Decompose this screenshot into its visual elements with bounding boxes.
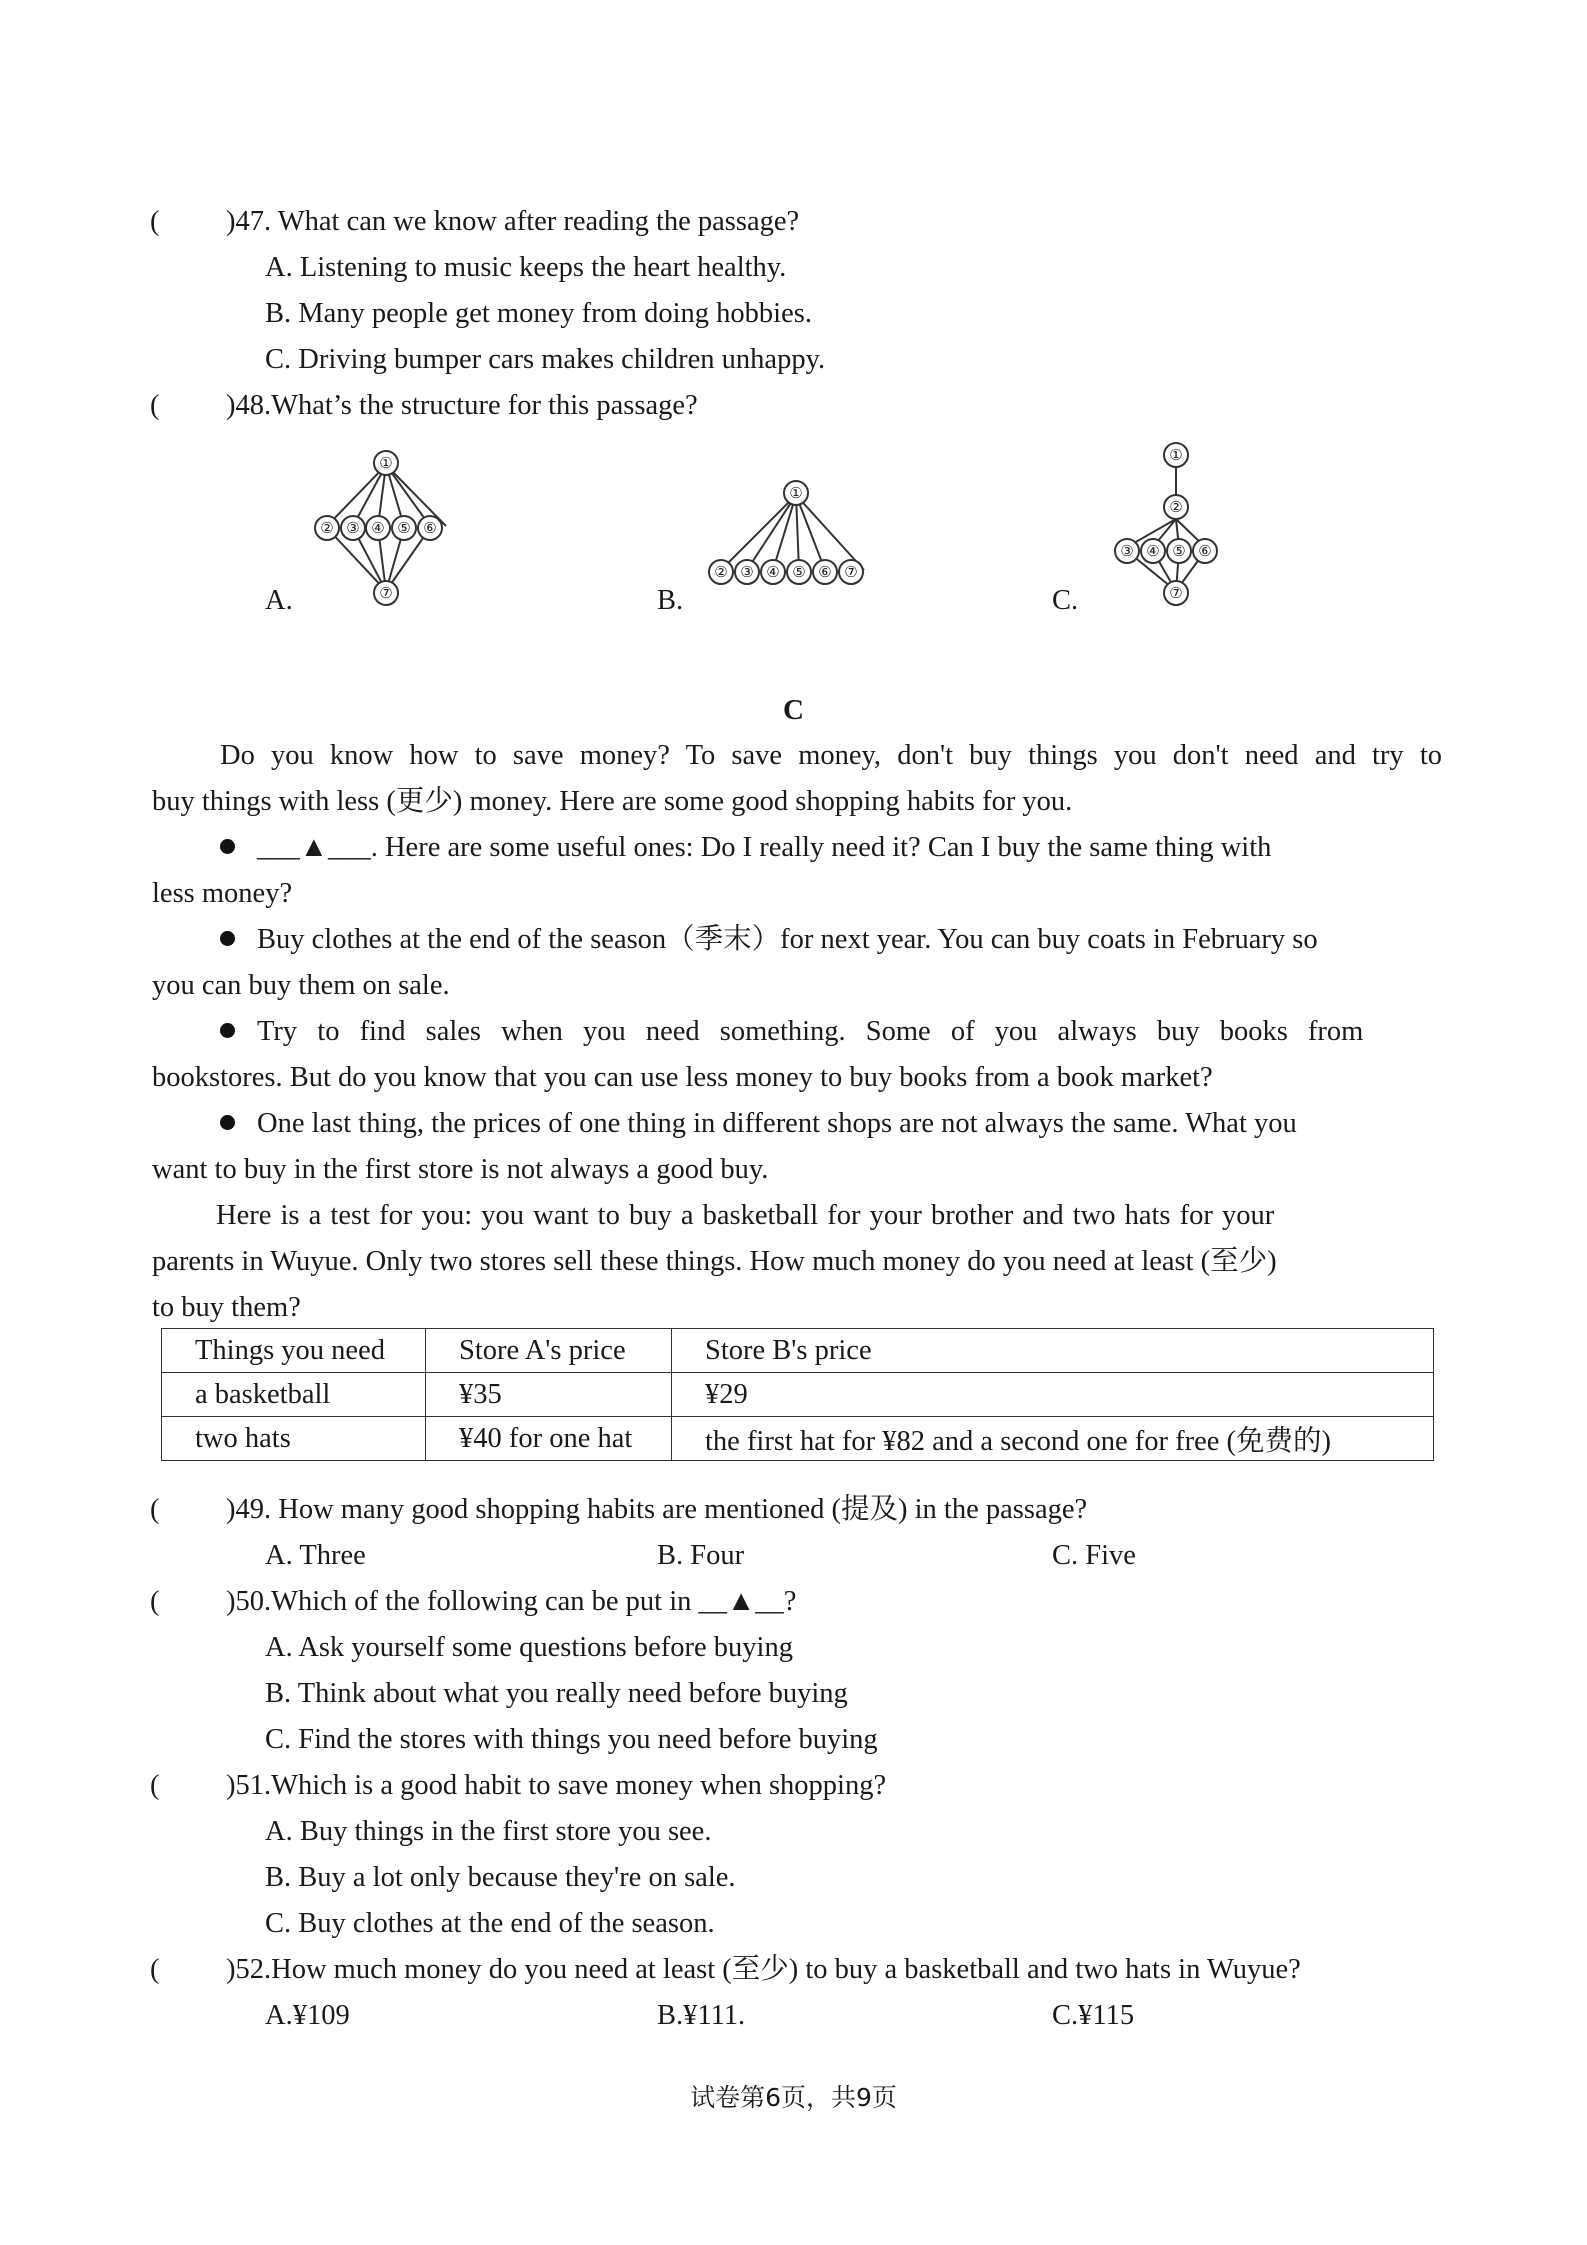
bullet-item-3 <box>220 1018 1363 1047</box>
option-c[interactable]: C. Buy clothes at the end of the season. <box>265 1908 715 1939</box>
table-cell: a basketball <box>162 1373 426 1417</box>
answer-paren[interactable]: ( <box>150 1954 160 1985</box>
node-label: ③ <box>740 563 754 581</box>
bullet-icon <box>220 1023 235 1038</box>
option-b[interactable]: B. <box>657 585 684 616</box>
passage-title: C <box>783 694 804 726</box>
answer-paren[interactable]: ( <box>150 390 160 421</box>
node-label: ⑦ <box>1169 584 1183 602</box>
structure-diagram-c <box>1110 440 1240 615</box>
paragraph-line: you can buy them on sale. <box>152 970 450 1001</box>
option-a[interactable]: A. Three <box>265 1540 366 1571</box>
option-c[interactable]: C. Five <box>1052 1540 1136 1571</box>
stem-text: )50.Which of the following can be put in __ <box>226 1586 728 1617</box>
question-stem: )51.Which is a good habit to save money when shopping? <box>226 1770 887 1801</box>
option-c[interactable]: C. Driving bumper cars makes children unhappy. <box>265 344 826 375</box>
table-header: Store B's price <box>672 1329 1434 1373</box>
paragraph-line: buy things with less (更少) money. Here are some good shopping habits for you. <box>152 786 1073 817</box>
bullet-text: . Here are some useful ones: Do I really need it? Can I buy the same thing with <box>370 832 1272 863</box>
option-b[interactable]: B.¥111. <box>657 2000 746 2031</box>
table-header: Things you need <box>162 1329 426 1373</box>
bullet-icon <box>220 839 235 854</box>
node-label: ① <box>379 454 393 472</box>
paragraph-line: bookstores. But do you know that you can use less money to buy books from a book market? <box>152 1062 1213 1093</box>
question-stem <box>226 1588 796 1617</box>
paragraph-line: to buy them? <box>152 1292 301 1323</box>
node-label: ⑥ <box>1198 542 1212 560</box>
blank-line: ___ <box>257 832 300 863</box>
bullet-text: One last thing, the prices of one thing in different shops are not always the same. What you <box>257 1108 1297 1139</box>
option-c[interactable]: C. <box>1052 585 1079 616</box>
paragraph-line: less money? <box>152 878 293 909</box>
bullet-text: Try to find sales when you need something. Some of you always buy books from <box>257 1016 1364 1047</box>
table-cell: the first hat for ¥82 and a second one for free (免费的) <box>672 1417 1434 1461</box>
stem-text: __? <box>755 1586 797 1617</box>
triangle-marker: ▲ <box>299 832 328 863</box>
answer-paren[interactable]: ( <box>150 206 160 237</box>
node-label: ⑤ <box>792 563 806 581</box>
question-stem: )49. How many good shopping habits are mentioned (提及) in the passage? <box>226 1494 1088 1525</box>
table-row <box>162 1417 1434 1461</box>
node-label: ③ <box>1120 542 1134 560</box>
node-label: ③ <box>346 519 360 537</box>
node-label: ⑥ <box>818 563 832 581</box>
option-a[interactable]: A. Ask yourself some questions before buying <box>265 1632 793 1663</box>
option-c[interactable]: C. Find the stores with things you need before buying <box>265 1724 878 1755</box>
option-b[interactable]: B. Buy a lot only because they're on sale. <box>265 1862 736 1893</box>
paragraph-line: Do you know how to save money? To save money, don't buy things you don't need and try to <box>220 740 1442 771</box>
answer-paren[interactable]: ( <box>150 1770 160 1801</box>
table-cell: two hats <box>162 1417 426 1461</box>
option-b[interactable]: B. Many people get money from doing hobbies. <box>265 298 812 329</box>
option-c[interactable]: C.¥115 <box>1052 2000 1135 2031</box>
option-b[interactable]: B. Think about what you really need before buying <box>265 1678 848 1709</box>
answer-paren[interactable]: ( <box>150 1494 160 1525</box>
structure-diagram-a <box>310 448 470 613</box>
question-stem: )48.What’s the structure for this passage? <box>226 390 698 421</box>
table-header-row <box>162 1329 1434 1373</box>
node-label: ④ <box>1146 542 1160 560</box>
bullet-icon <box>220 931 235 946</box>
table-header: Store A's price <box>426 1329 672 1373</box>
option-a[interactable]: A. Buy things in the first store you see. <box>265 1816 712 1847</box>
price-table <box>161 1328 1434 1461</box>
table-row <box>162 1373 1434 1417</box>
node-label: ① <box>1169 446 1183 464</box>
page-footer: 试卷第6页，共9页 <box>690 2083 897 2112</box>
node-label: ② <box>1169 498 1183 516</box>
table-cell: ¥35 <box>426 1373 672 1417</box>
bullet-item-1 <box>220 834 1442 863</box>
bullet-item-4 <box>220 1110 1297 1139</box>
question-stem: )47. What can we know after reading the passage? <box>226 206 800 237</box>
node-label: ④ <box>766 563 780 581</box>
option-a[interactable]: A. Listening to music keeps the heart healthy. <box>265 252 787 283</box>
bullet-item-2 <box>220 926 1318 955</box>
node-label: ① <box>789 484 803 502</box>
option-b[interactable]: B. Four <box>657 1540 745 1571</box>
bullet-icon <box>220 1115 235 1130</box>
structure-diagram-b <box>704 478 894 588</box>
node-label: ⑦ <box>844 563 858 581</box>
bullet-text: Buy clothes at the end of the season（季末）for next year. You can buy coats in February so <box>257 924 1318 955</box>
node-label: ⑥ <box>423 519 437 537</box>
table-cell: ¥29 <box>672 1373 1434 1417</box>
option-a[interactable]: A. <box>265 585 293 616</box>
node-label: ④ <box>371 519 385 537</box>
node-label: ⑤ <box>397 519 411 537</box>
paragraph-line: Here is a test for you: you want to buy a basketball for your brother and two hats for your <box>216 1200 1275 1231</box>
blank-line: ___ <box>327 832 371 863</box>
paragraph-line: parents in Wuyue. Only two stores sell these things. How much money do you need at least (至少) <box>152 1246 1277 1277</box>
node-label: ② <box>320 519 334 537</box>
question-stem: )52.How much money do you need at least (至少) to buy a basketball and two hats in Wuyue? <box>226 1954 1301 1985</box>
triangle-marker: ▲ <box>727 1586 756 1617</box>
paragraph-line: want to buy in the first store is not always a good buy. <box>152 1154 769 1185</box>
answer-blank[interactable] <box>257 832 371 863</box>
option-a[interactable]: A.¥109 <box>265 2000 350 2031</box>
node-label: ⑦ <box>379 584 393 602</box>
answer-paren[interactable]: ( <box>150 1586 160 1617</box>
node-label: ⑤ <box>1172 542 1186 560</box>
node-label: ② <box>714 563 728 581</box>
table-cell: ¥40 for one hat <box>426 1417 672 1461</box>
